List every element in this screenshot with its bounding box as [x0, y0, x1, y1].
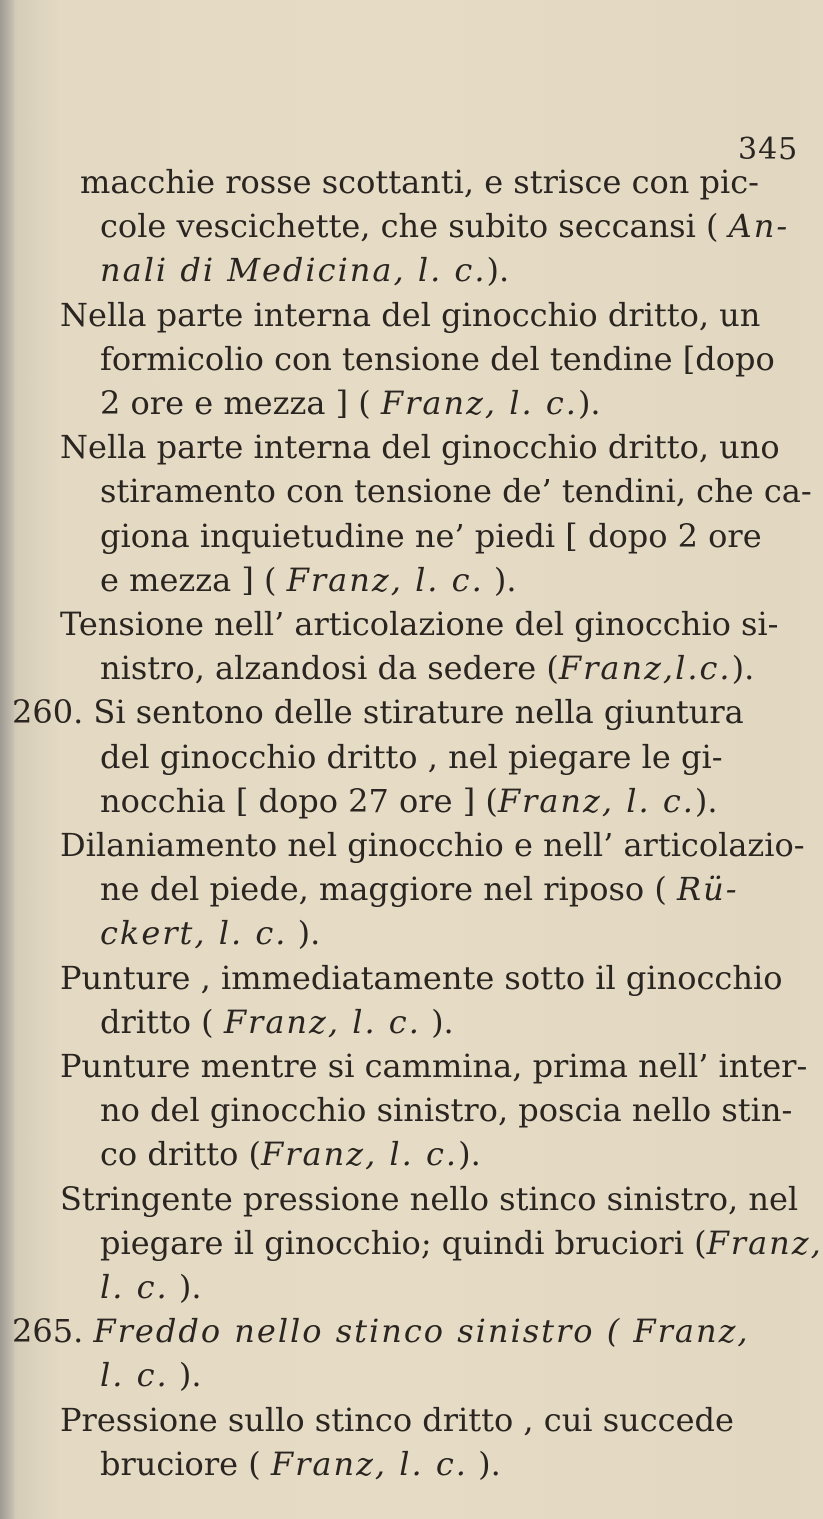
text-line: Tensione nell’ articolazione del ginocchio si-	[60, 605, 779, 643]
text-line: stiramento con tensione de’ tendini, che ca-	[100, 472, 812, 511]
text-line: macchie rosse scottanti, e strisce con pic-	[80, 163, 759, 201]
text-line: l. c. ).	[100, 1356, 202, 1395]
text-line: l. c. ).	[100, 1268, 202, 1306]
text-line: nistro, alzandosi da sedere (Franz,l.c.).	[100, 649, 755, 688]
text-line: 265. Freddo nello stinco sinistro ( Franz,	[12, 1312, 750, 1351]
text-line: formicolio con tensione del tendine [dopo	[100, 339, 775, 378]
text-line: 260. Si sentono delle stirature nella giuntura	[12, 693, 744, 732]
text-line: nali di Medicina, l. c.).	[100, 251, 510, 290]
text-line: giona inquietudine ne’ piedi [ dopo 2 ore	[100, 516, 762, 555]
text-line: Nella parte interna del ginocchio dritto, uno	[60, 428, 780, 467]
text-line: dritto ( Franz, l. c. ).	[100, 1002, 454, 1041]
text-line: Stringente pressione nello stinco sinistro, nel	[60, 1179, 799, 1218]
text-line: Pressione sullo stinco dritto , cui succede	[60, 1400, 734, 1439]
text-line: del ginocchio dritto , nel piegare le gi-	[100, 737, 723, 776]
page-number: 345	[738, 132, 799, 167]
text-line: bruciore ( Franz, l. c. ).	[100, 1444, 501, 1483]
text-line: Nella parte interna del ginocchio dritto, un	[60, 295, 761, 334]
text-line: no del ginocchio sinistro, poscia nello stin-	[100, 1091, 793, 1130]
book-edge	[0, 0, 14, 1519]
text-line: 2 ore e mezza ] ( Franz, l. c.).	[100, 384, 601, 422]
text-line: Punture , immediatamente sotto il ginocchio	[60, 958, 783, 997]
text-line: ne del piede, maggiore nel riposo ( Rü-	[100, 870, 739, 909]
text-line: co dritto (Franz, l. c.).	[100, 1135, 481, 1174]
text-line: cole vescichette, che subito seccansi ( An-	[100, 207, 790, 246]
text-line: e mezza ] ( Franz, l. c. ).	[100, 560, 517, 599]
text-line: Dilaniamento nel ginocchio e nell’ articolazio-	[60, 826, 805, 864]
text-line: Punture mentre si cammina, prima nell’ inter-	[60, 1047, 808, 1085]
text-line: ckert, l. c. ).	[100, 914, 321, 953]
text-line: piegare il ginocchio; quindi bruciori (Franz,	[100, 1223, 823, 1262]
text-line: nocchia [ dopo 27 ore ] (Franz, l. c.).	[100, 781, 718, 820]
